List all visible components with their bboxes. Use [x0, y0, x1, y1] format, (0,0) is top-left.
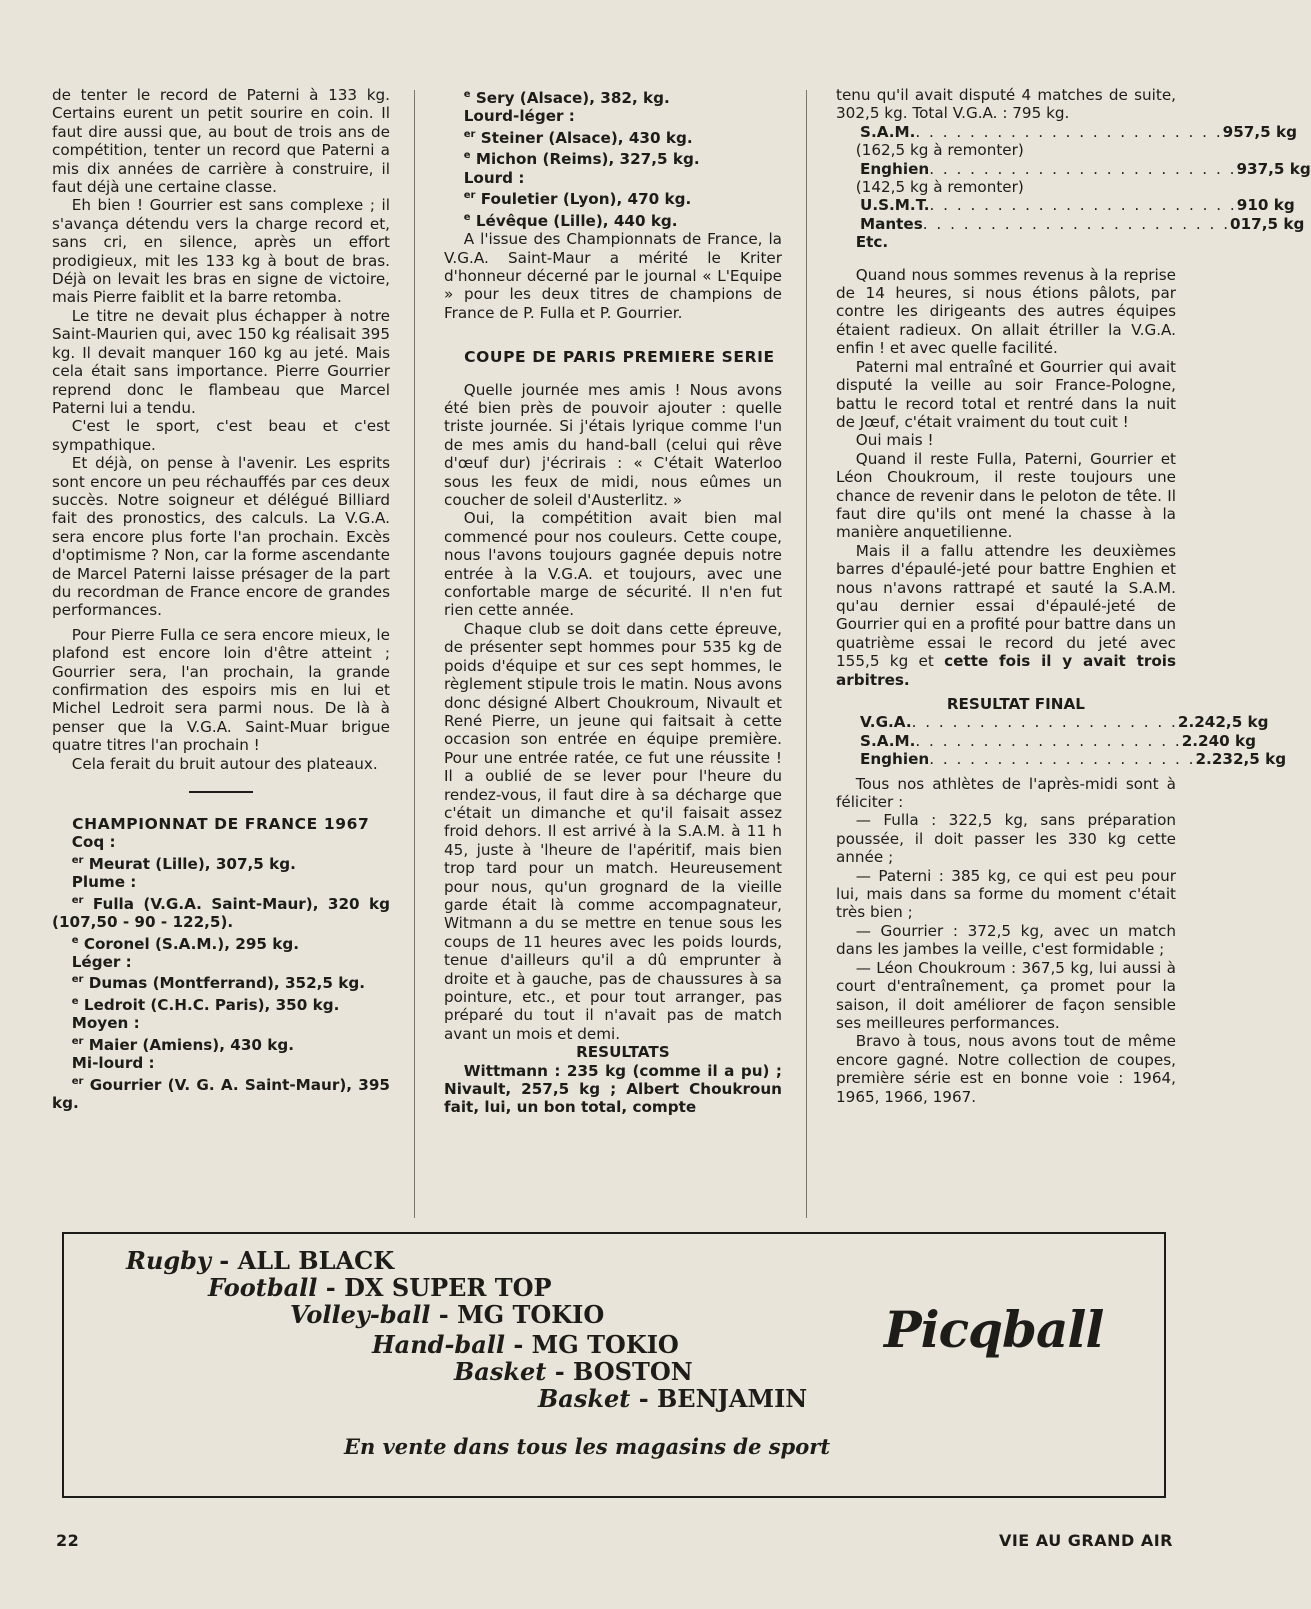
paragraph: Paterni mal entraîné et Gourrier qui avait disputé la veille au soir France-Pologne, battu le record total et rentré dans la nuit de Jœuf, c'était vraiment du tout cuit ! — [836, 357, 1176, 431]
score-row: U.S.M.T. . . . . . . . . . . . . . . . . . . . . . . . 910 kg — [860, 196, 1295, 215]
final-row: S.A.M. . . . . . . . . . . . . . . . . . . . . 2.240 kg — [860, 731, 1256, 750]
paragraph: C'est le sport, c'est beau et c'est sympathique. — [52, 417, 390, 454]
category-label: Lourd : — [463, 168, 525, 187]
paragraph: — Léon Choukroum : 367,5 kg, lui aussi à court d'entraînement, ça promet pour la saison, il doit améliorer de façon sensible ses meilleures performances. — [836, 958, 1176, 1032]
category-label: Coq : — [71, 833, 116, 852]
score-row: S.A.M. . . . . . . . . . . . . . . . . . . . . . . . 957,5 kg — [860, 122, 1297, 141]
paragraph: Bravo à tous, nous avons tout de même encore gagné. Notre collection de coupes, première série est en bonne voie : 1964, 1965, 1966, 1967. — [836, 1032, 1176, 1106]
ad-line: Basket - BENJAMIN — [538, 1384, 808, 1413]
category-label: Moyen : — [71, 1014, 140, 1033]
paragraph: Quand il reste Fulla, Paterni, Gourrier et Léon Choukroum, il reste toujours une chance de revenir dans le peloton de tête. Il faut dire qu'ils ont mené la chasse à la manière anquetilienne. — [836, 449, 1176, 542]
advertisement — [62, 1232, 1166, 1498]
result-entry: $^{er}$ Maier (Amiens), 430 kg. — [71, 1035, 295, 1054]
category-label: Lourd-léger : — [463, 107, 575, 126]
column-2 — [444, 86, 782, 1117]
paragraph: Pour Pierre Fulla ce sera encore mieux, le plafond est encore loin d'être atteint ; Gourrier sera, l'an prochain, la grande confirmation des espoirs mis en lui et Michel Ledroit sera parmi nous. De là à penser que la V.G.A. Saint-Muar brigue quatre titres l'an prochain ! — [52, 625, 390, 755]
result-entry: $^e$ Lévêque (Lille), 440 kg. — [463, 211, 678, 230]
paragraph: Eh bien ! Gourrier est sans complexe ; il s'avança détendu vers la charge record et, sans cri, en silence, après un effort prodigieux, mit les 133 kg à bout de bras. Déjà on levait les bras en signe de victoire, mais Pierre faiblit et la barre retomba. — [52, 196, 390, 307]
paragraph: Wittmann : 235 kg (comme il a pu) ; Nivault, 257,5 kg ; Albert Choukroun fait, lui, un bon total, compte — [444, 1061, 782, 1117]
ad-line: Volley-ball - MG TOKIO — [290, 1300, 605, 1329]
page-number: 22 — [56, 1531, 80, 1550]
result-entry: $^{er}$ Dumas (Montferrand), 352,5 kg. — [71, 974, 366, 993]
magazine-name: VIE AU GRAND AIR — [998, 1531, 1173, 1550]
final-row: V.G.A. . . . . . . . . . . . . . . . . . . . . 2.242,5 kg — [860, 713, 1269, 732]
paragraph: — Gourrier : 372,5 kg, avec un match dans les jambes la veille, c'est formidable ; — [836, 921, 1176, 959]
column-3 — [836, 86, 1311, 1106]
score-row: Mantes . . . . . . . . . . . . . . . . . . . . . . . 017,5 kg — [860, 214, 1305, 233]
result-entry: $^{er}$ Steiner (Alsace), 430 kg. — [463, 128, 693, 147]
score-row: Enghien . . . . . . . . . . . . . . . . . . . . . . . 937,5 kg — [860, 159, 1311, 178]
paragraph: Mais il a fallu attendre les deuxièmes barres d'épaulé-jeté pour battre Enghien et nous n'avons rattrapé et sauté la S.A.M. qu'au dernier essai d'épaulé-jeté de Gourrier qui en a profité pour battre dans un quatrième essai le record du jeté avec 155,5 kg et cette fois il y avait trois arbitres. — [836, 541, 1177, 689]
paragraph: Et déjà, on pense à l'avenir. Les esprits sont encore un peu réchauffés par ces deux succès. Notre soigneur et délégué Billiard fait des pronostics, des calculs. La V.G.A. sera encore plus forte l'an prochain. Excès d'optimisme ? Non, car la forme ascendante de Marcel Paterni laisse présager de la part du recordman de France encore de grandes performances. — [52, 454, 390, 620]
ad-line: Rugby - ALL BLACK — [126, 1246, 395, 1275]
result-entry: $^{er}$ Fulla (V.G.A. Saint-Maur), 320 kg (107,50 - 90 - 122,5). — [52, 894, 390, 932]
result-entry: $^e$ Sery (Alsace), 382, kg. — [463, 89, 670, 108]
ad-line: Basket - BOSTON — [454, 1357, 693, 1386]
result-entry: $^{er}$ Gourrier (V. G. A. Saint-Maur), 395 kg. — [52, 1075, 390, 1113]
paragraph: Chaque club se doit dans cette épreuve, de présenter sept hommes pour 535 kg de poids d'équipe et sur ces sept hommes, le règlement stipule trois le matin. Nous avons donc désigné Albert Choukroum, Nivault et René Pierre, un jeune qui faitsait à cette occasion son entrée en équipe première. Pour une entrée ratée, ce fut une réussite ! Il a oublié de se lever pour l'heure du rendez-vous, il faut dire à sa décharge que c'était un dimanche et qu'il faisait assez froid dehors. Il est arrivé à la S.A.M. à 11 h 45, juste à 'lheure de l'apéritif, mais bien trop tard pour un match. Heureusement pour nous, qu'un grognard de la vieille garde était là comme accompagnateur, Witmann a du se mettre en tenue sous les coups de 11 heures avec les poids lourds, tenue d'ailleurs qu'il a dû emprunter à droite et à gauche, pas de chaussures à sa pointure, etc., et pour tout arranger, pas préparé du tout il n'avait pas de match avant un mois et demi. — [444, 619, 782, 1043]
paragraph: Oui mais ! — [855, 431, 934, 450]
ad-line: Football - DX SUPER TOP — [208, 1273, 552, 1302]
paragraph: Cela ferait du bruit autour des plateaux. — [71, 754, 378, 773]
picqball-logo: Picqball — [884, 1300, 1104, 1359]
category-label: Léger : — [71, 953, 132, 972]
column-divider-2 — [806, 90, 807, 1218]
section-rule — [189, 791, 253, 793]
paragraph: tenu qu'il avait disputé 4 matches de suite, 302,5 kg. Total V.G.A. : 795 kg. — [836, 86, 1176, 123]
etc-label: Etc. — [855, 233, 889, 252]
result-entry: $^{er}$ Fouletier (Lyon), 470 kg. — [463, 190, 692, 209]
result-entry: $^e$ Ledroit (C.H.C. Paris), 350 kg. — [71, 995, 340, 1014]
score-note: (162,5 kg à remonter) — [855, 141, 1024, 160]
result-entry: $^e$ Coronel (S.A.M.), 295 kg. — [71, 934, 300, 953]
column-1 — [52, 86, 390, 1113]
paragraph: Quand nous sommes revenus à la reprise de 14 heures, si nous étions pâlots, par contre les dirigeants des autres équipes étaient radieux. On allait étriller la V.G.A. enfin ! et avec quelle facilité. — [836, 265, 1176, 358]
paragraph: Oui, la compétition avait bien mal commencé pour nos couleurs. Cette coupe, nous l'avons toujours gagnée depuis notre entrée à la V.G.A. et toujours, avec une confortable marge de sécurité. Il n'en fut rien cette année. — [444, 509, 782, 620]
score-note: (142,5 kg à remonter) — [855, 178, 1024, 197]
paragraph: A l'issue des Championnats de France, la V.G.A. Saint-Maur a mérité le Kriter d'honneur décerné par le journal « L'Equipe » pour les deux titres de champions de France de P. Fulla et P. Gourrier. — [444, 230, 782, 322]
paragraph: de tenter le record de Paterni à 133 kg. Certains eurent un petit sourire en coin. Il faut dire aussi que, au bout de trois ans de compétition, tenter un record que Paterni a mis dix années de carrière à construire, il faut déjà une certaine classe. — [52, 86, 390, 197]
paragraph: Quelle journée mes amis ! Nous avons été bien près de pouvoir ajouter : quelle triste journée. Si j'étais lyrique comme l'un de mes amis du hand-ball (celui qui rêve d'œuf dur) j'écrirais : « C'était Waterloo sous les feux de midi, nous eûmes un coucher de soleil d'Austerlitz. » — [444, 380, 782, 510]
final-row: Enghien . . . . . . . . . . . . . . . . . . . . 2.232,5 kg — [860, 750, 1287, 769]
paragraph: Tous nos athlètes de l'après-midi sont à féliciter : — [836, 774, 1176, 812]
column-divider-1 — [414, 90, 415, 1218]
ad-line: Hand-ball - MG TOKIO — [372, 1330, 679, 1359]
category-label: Mi-lourd : — [71, 1054, 155, 1073]
category-label: Plume : — [71, 873, 137, 892]
result-entry: $^e$ Michon (Reims), 327,5 kg. — [463, 150, 700, 169]
results-heading: RESULTATS — [576, 1043, 670, 1062]
result-entry: $^{er}$ Meurat (Lille), 307,5 kg. — [71, 854, 296, 873]
paragraph: Le titre ne devait plus échapper à notre Saint-Maurien qui, avec 150 kg réalisait 395 kg. Il devait manquer 160 kg au jeté. Mais cela était sans importance. Pierre Gourrier reprend donc le flambeau que Marcel Paterni lui a tendu. — [52, 306, 390, 417]
paragraph: — Fulla : 322,5 kg, sans préparation poussée, il doit passer les 330 kg cette année ; — [836, 811, 1176, 867]
ad-tagline: En vente dans tous les magasins de sport — [344, 1434, 831, 1459]
coupe-heading: COUPE DE PARIS PREMIERE SERIE — [464, 348, 775, 367]
final-result-heading: RESULTAT FINAL — [946, 695, 1085, 713]
paragraph: — Paterni : 385 kg, ce qui est peu pour lui, mais dans sa forme du moment c'était très bien ; — [836, 866, 1176, 922]
championship-heading: CHAMPIONNAT DE FRANCE 1967 — [72, 815, 370, 834]
